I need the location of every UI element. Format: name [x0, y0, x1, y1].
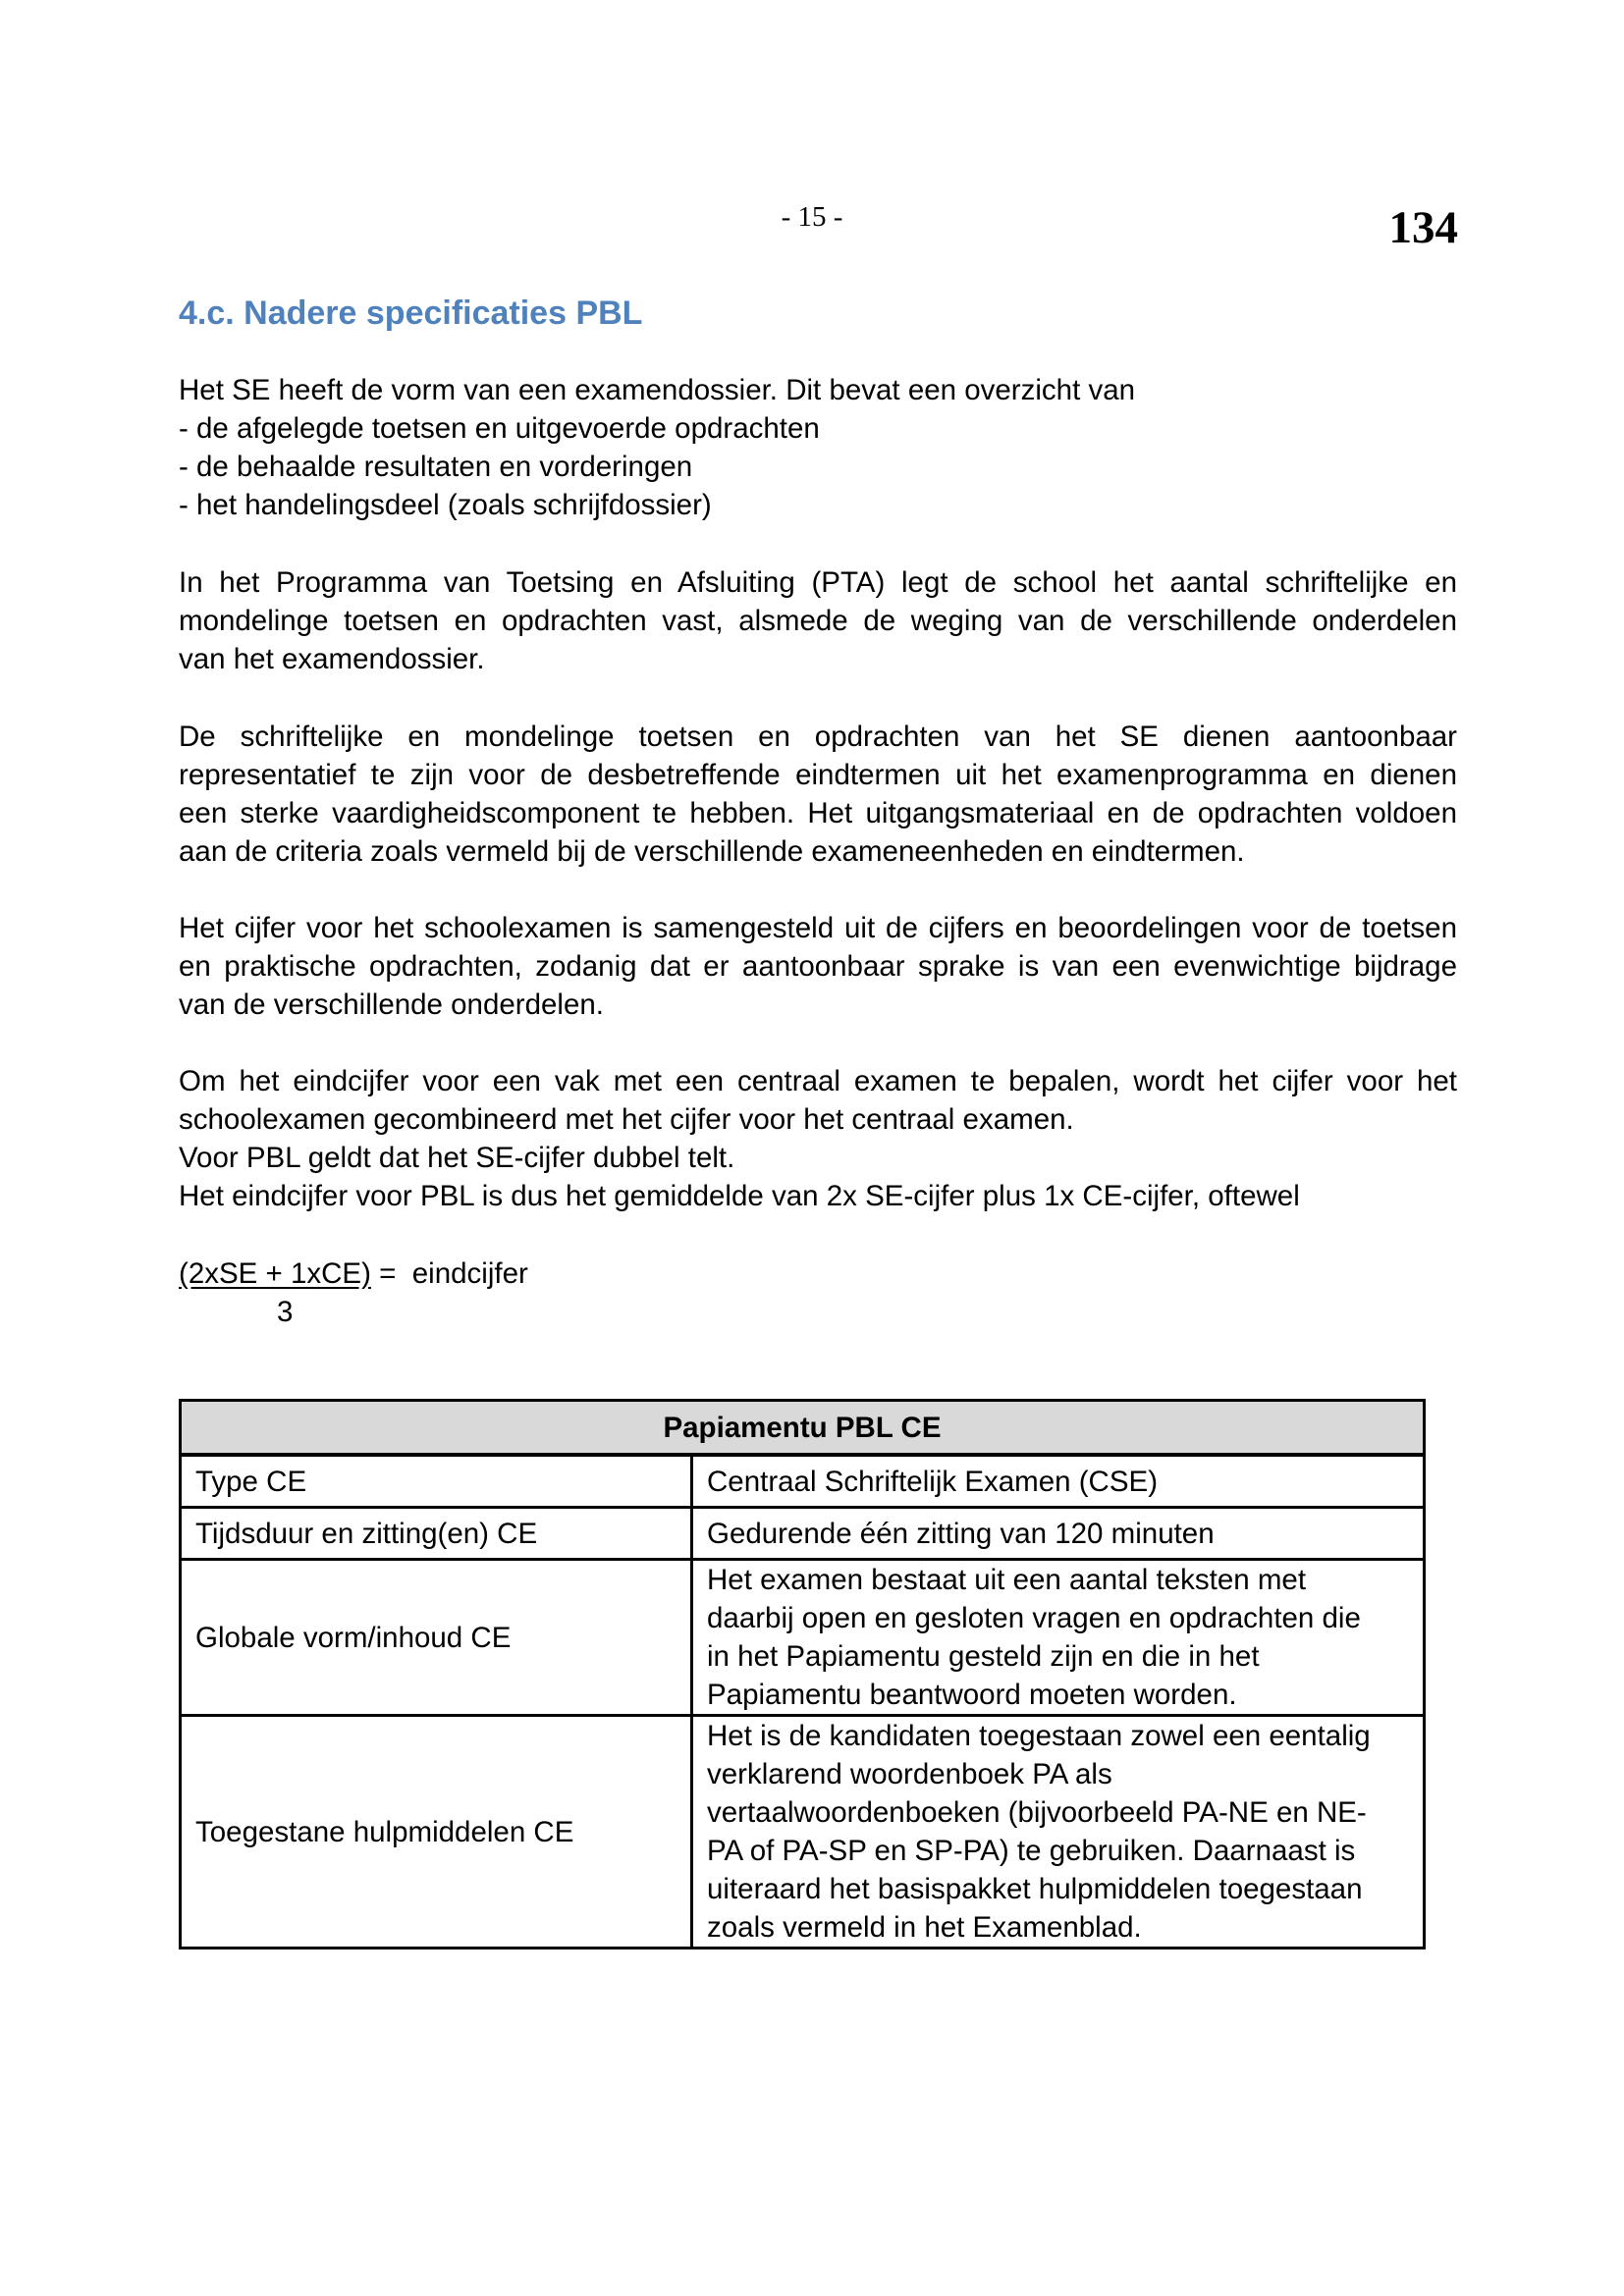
cell-line: daarbij open en gesloten vragen en opdrachten die — [707, 1602, 1361, 1634]
paragraph-line: mondelinge toetsen en opdrachten vast, alsmede de weging van de verschillende onderdelen — [179, 605, 1457, 637]
section-heading: 4.c. Nadere specificaties PBL — [179, 294, 643, 332]
table-cell-value: Centraal Schriftelijk Examen (CSE) — [692, 1455, 1425, 1508]
list-item: - de afgelegde toetsen en uitgevoerde opdrachten — [179, 412, 820, 445]
paragraph-line: In het Programma van Toetsing en Afsluiting (PTA) legt de school het aantal schriftelijke en — [179, 566, 1457, 599]
cell-line: PA of PA-SP en SP-PA) te gebruiken. Daarnaast is — [707, 1835, 1356, 1867]
paragraph-cijfer-schoolexamen — [179, 909, 1457, 1024]
cell-line: verklarend woordenboek PA als — [707, 1758, 1112, 1790]
paragraph-line: Het cijfer voor het schoolexamen is samengesteld uit de cijfers en beoordelingen voor de toetsen — [179, 912, 1457, 944]
cell-line: Het is de kandidaten toegestaan zowel een eentalig — [707, 1720, 1371, 1752]
paragraph-pta — [179, 563, 1457, 678]
cell-line: in het Papiamentu gesteld zijn en die in het — [707, 1640, 1260, 1673]
paragraph-eindcijfer — [179, 1062, 1457, 1215]
table-cell-label: Type CE — [181, 1455, 692, 1508]
paragraph-line: representatief te zijn voor de desbetreffende eindtermen uit het examenprogramma en dienen — [179, 759, 1457, 791]
paragraph-toetsen — [179, 718, 1457, 871]
cell-line: Papiamentu beantwoord moeten worden. — [707, 1679, 1237, 1711]
formula-denominator: 3 — [277, 1296, 294, 1328]
formula-result: = eindcijfer — [370, 1257, 528, 1290]
table-cell-value: Gedurende één zitting van 120 minuten — [692, 1508, 1425, 1560]
table-row — [181, 1716, 1425, 1949]
table-cell-label: Toegestane hulpmiddelen CE — [181, 1716, 692, 1949]
document-stamp-number: 134 — [1388, 202, 1458, 253]
table-header-row — [181, 1401, 1425, 1456]
formula-numerator: (2xSE + 1xCE) — [179, 1257, 371, 1290]
paragraph-line: Voor PBL geldt dat het SE-cijfer dubbel telt. — [179, 1142, 735, 1174]
paragraph-line: en praktische opdrachten, zodanig dat er aantoonbaar sprake is van een evenwichtige bijdrage — [179, 950, 1457, 983]
cell-line: Het examen bestaat uit een aantal teksten met — [707, 1564, 1307, 1596]
table-row — [181, 1455, 1425, 1508]
table-cell-value — [692, 1560, 1425, 1716]
table-row — [181, 1560, 1425, 1716]
paragraph-line: Om het eindcijfer voor een vak met een centraal examen te bepalen, wordt het cijfer voor het — [179, 1065, 1457, 1097]
table-cell-label: Globale vorm/inhoud CE — [181, 1560, 692, 1716]
cell-line: uiteraard het basispakket hulpmiddelen toegestaan — [707, 1873, 1363, 1905]
table-row — [181, 1508, 1425, 1560]
table-cell-label: Tijdsduur en zitting(en) CE — [181, 1508, 692, 1560]
paragraph-line: aan de criteria zoals vermeld bij de verschillende exameneenheden en eindtermen. — [179, 835, 1245, 868]
table-title: Papiamentu PBL CE — [181, 1401, 1425, 1456]
table-cell-value — [692, 1716, 1425, 1949]
paragraph-intro: Het SE heeft de vorm van een examendossier. Dit bevat een overzicht van — [179, 374, 1136, 406]
list-item: - het handelingsdeel (zoals schrijfdossier) — [179, 489, 712, 521]
paragraph-line: De schriftelijke en mondelinge toetsen en opdrachten van het SE dienen aantoonbaar — [179, 721, 1457, 753]
eindcijfer-formula — [179, 1255, 528, 1331]
cell-line: vertaalwoordenboeken (bijvoorbeeld PA-NE en NE- — [707, 1796, 1367, 1829]
page-number: - 15 - — [781, 201, 843, 233]
paragraph-line: van het examendossier. — [179, 643, 485, 675]
paragraph-examendossier — [179, 371, 1457, 524]
paragraph-line: schoolexamen gecombineerd met het cijfer voor het centraal examen. — [179, 1103, 1074, 1136]
paragraph-line: een sterke vaardigheidscomponent te hebben. Het uitgangsmateriaal en de opdrachten voldoen — [179, 797, 1457, 829]
list-item: - de behaalde resultaten en vorderingen — [179, 451, 693, 483]
papiamentu-pbl-ce-table — [179, 1399, 1426, 1949]
cell-line: zoals vermeld in het Examenblad. — [707, 1911, 1142, 1944]
paragraph-line: Het eindcijfer voor PBL is dus het gemiddelde van 2x SE-cijfer plus 1x CE-cijfer, oftewel — [179, 1180, 1300, 1212]
paragraph-line: van de verschillende onderdelen. — [179, 988, 604, 1021]
